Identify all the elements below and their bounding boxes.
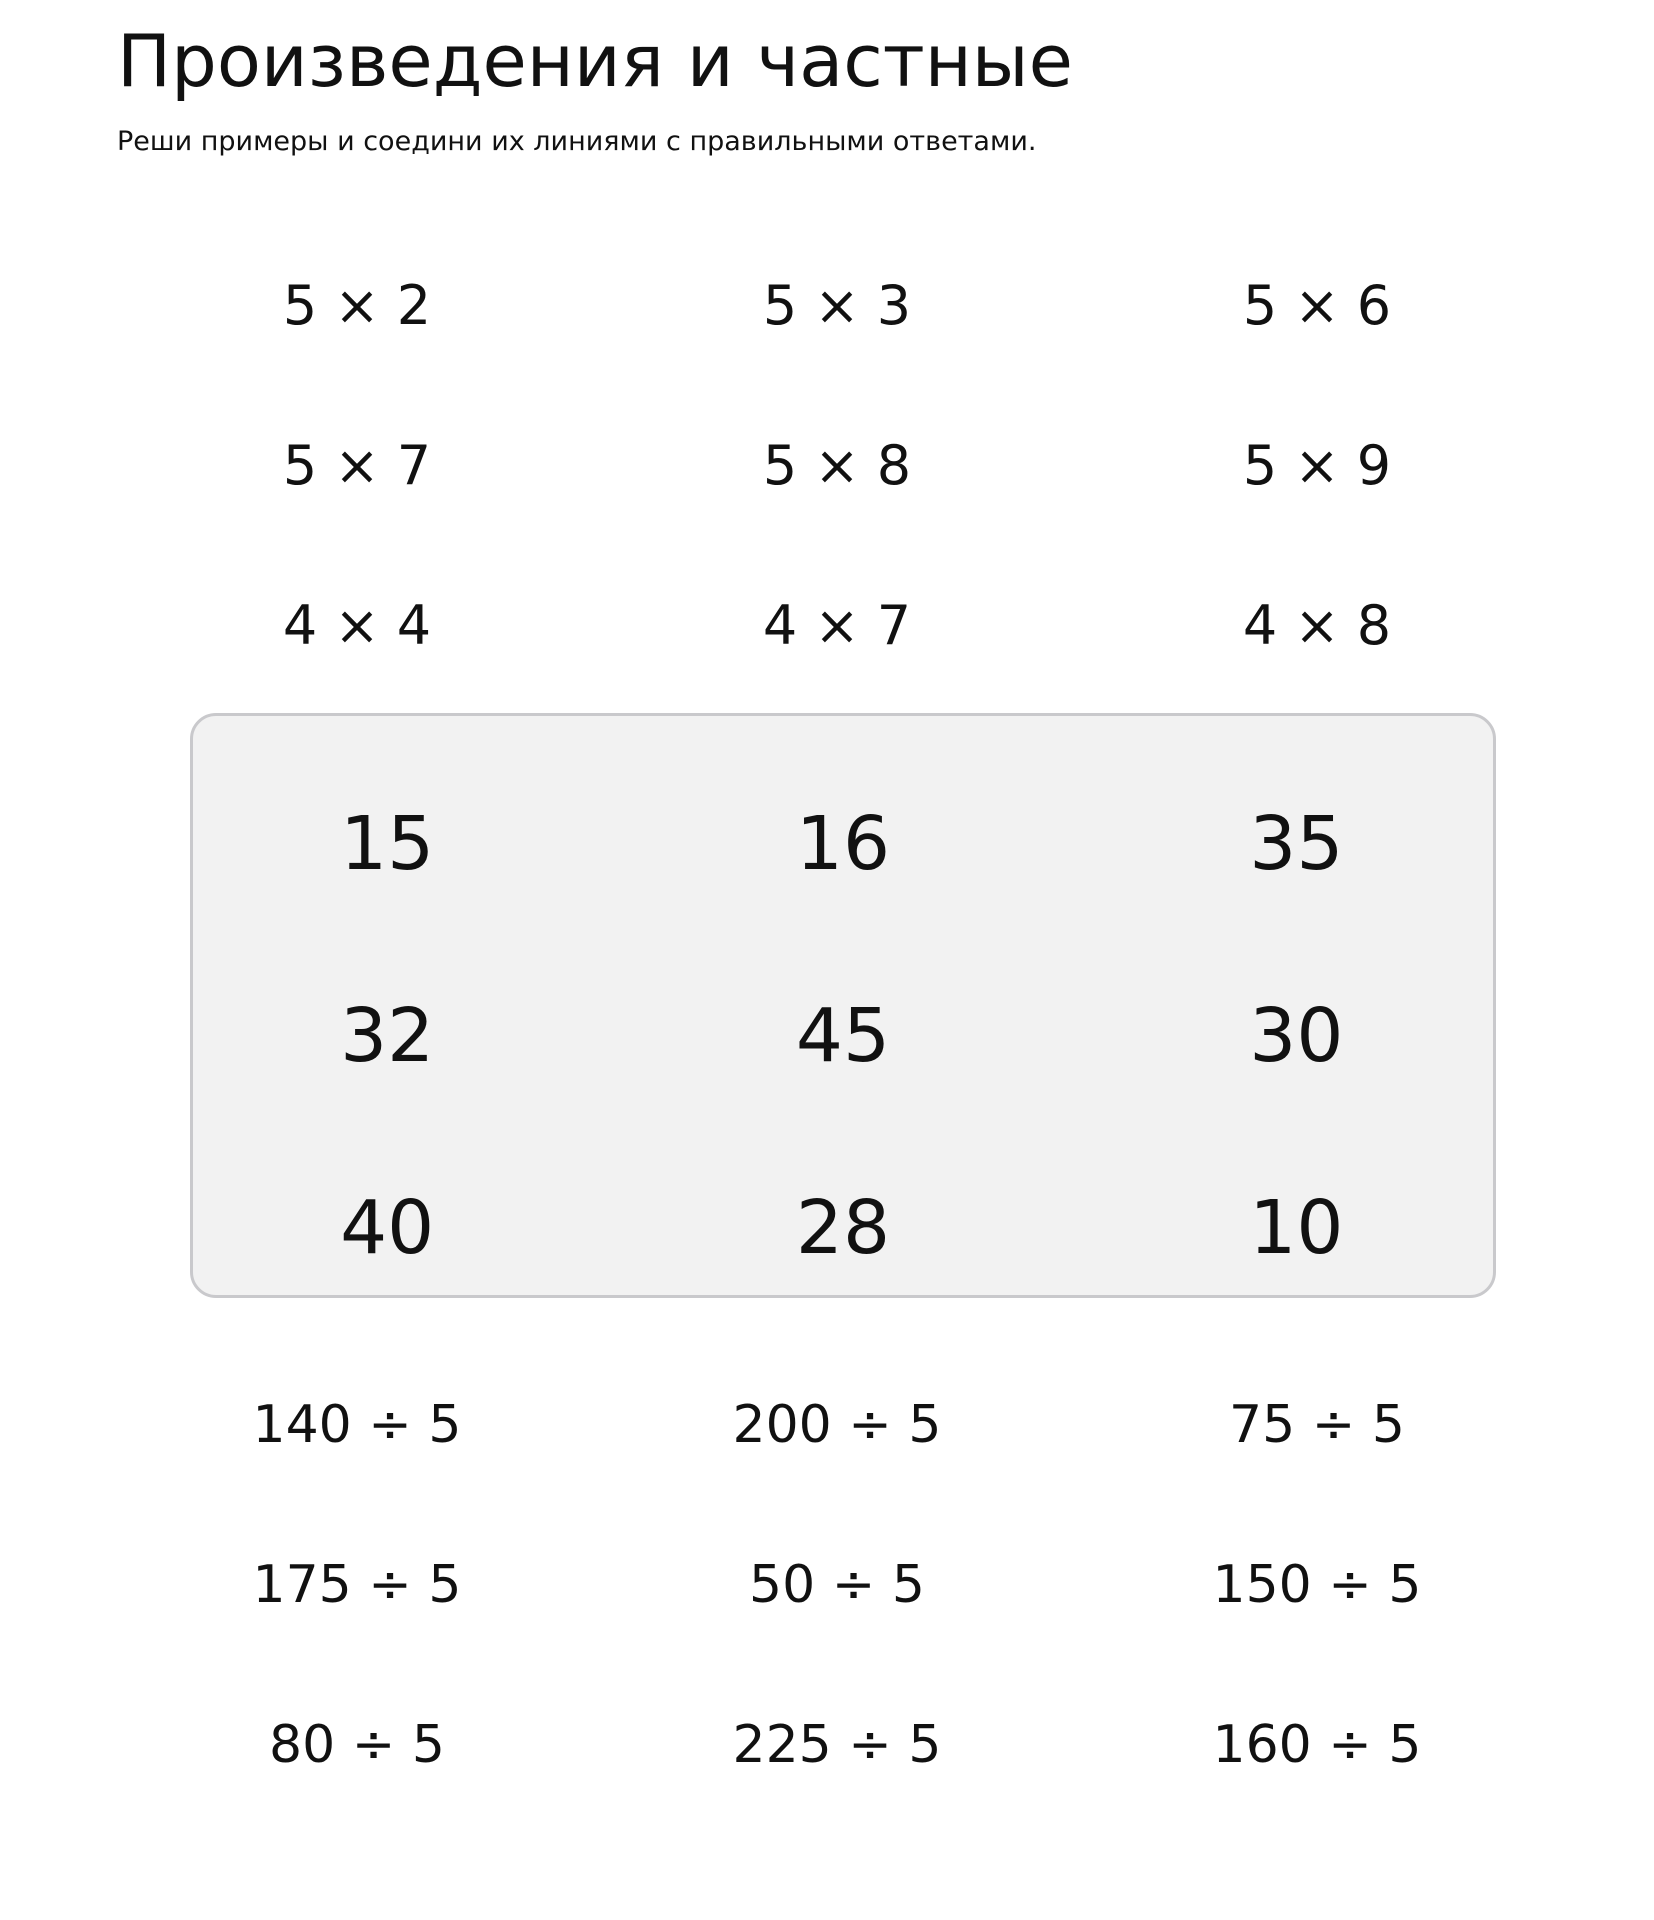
division-problem: 80 ÷ 5 [269,1715,445,1775]
answer-value: 16 [795,801,891,887]
multiplication-problem: 5 × 7 [282,433,432,497]
answer-value: 45 [795,993,891,1079]
division-problems-grid [117,1345,1557,1825]
page-title: Произведения и частные [117,19,1073,103]
answer-value: 35 [1249,801,1344,887]
answer-value: 10 [1249,1185,1344,1271]
division-problem: 225 ÷ 5 [732,1715,942,1775]
instructions: Реши примеры и соедини их линиями с правильными ответами. [117,126,1037,157]
division-problem: 200 ÷ 5 [732,1395,942,1455]
multiplication-problem: 5 × 8 [762,433,912,497]
multiplication-problems-grid [117,225,1557,705]
division-problem: 175 ÷ 5 [252,1555,462,1615]
multiplication-problem: 4 × 7 [762,593,912,657]
multiplication-problem: 5 × 3 [762,273,912,337]
division-problem: 75 ÷ 5 [1229,1395,1405,1455]
answers-box [190,713,1496,1298]
answer-value: 40 [340,1185,435,1271]
multiplication-problem: 5 × 9 [1242,433,1392,497]
answers-grid [193,748,1493,1324]
multiplication-problem: 4 × 4 [282,593,432,657]
division-problem: 160 ÷ 5 [1212,1715,1422,1775]
division-problem: 140 ÷ 5 [252,1395,462,1455]
answer-value: 30 [1249,993,1344,1079]
division-problem: 50 ÷ 5 [749,1555,925,1615]
answer-value: 15 [340,801,435,887]
answer-value: 32 [340,993,435,1079]
division-problem: 150 ÷ 5 [1212,1555,1422,1615]
answer-value: 28 [795,1185,891,1271]
multiplication-problem: 4 × 8 [1242,593,1392,657]
multiplication-problem: 5 × 6 [1242,273,1392,337]
multiplication-problem: 5 × 2 [282,273,432,337]
